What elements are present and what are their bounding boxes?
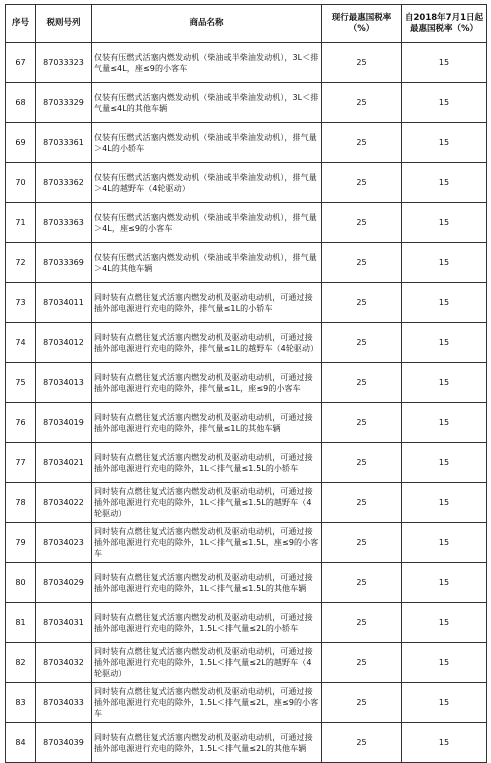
cell-seq: 74 [6,323,36,363]
table-row [6,203,487,243]
cell-code: 87034013 [36,363,92,403]
table-row [6,523,487,563]
cell-current: 25 [322,483,402,523]
cell-name: 同时装有点燃往复式活塞内燃发动机及驱动电动机，可通过接插外部电源进行充电的除外，排气量≤1L，座≤9的小客车 [92,363,322,403]
cell-name: 仅装有压燃式活塞内燃发动机（柴油或半柴油发动机），排气量＞4L，座≤9的小客车 [92,203,322,243]
cell-seq: 67 [6,43,36,83]
cell-current: 25 [322,243,402,283]
cell-current: 25 [322,563,402,603]
cell-code: 87034031 [36,603,92,643]
cell-name: 同时装有点燃往复式活塞内燃发动机及驱动电动机，可通过接插外部电源进行充电的除外，1.5L＜排气量≤2L的越野车（4轮驱动） [92,643,322,683]
table-row [6,643,487,683]
cell-code: 87033323 [36,43,92,83]
cell-name: 同时装有点燃往复式活塞内燃发动机及驱动电动机，可通过接插外部电源进行充电的除外，1.5L＜排气量≤2L的小轿车 [92,603,322,643]
table-row [6,43,487,83]
cell-code: 87033362 [36,163,92,203]
cell-seq: 79 [6,523,36,563]
table-row [6,163,487,203]
cell-new: 15 [402,283,487,323]
cell-seq: 76 [6,403,36,443]
table-row [6,243,487,283]
cell-current: 25 [322,683,402,723]
table-row [6,723,487,763]
cell-seq: 70 [6,163,36,203]
cell-code: 87034033 [36,683,92,723]
header-name: 商品名称 [92,5,322,43]
cell-current: 25 [322,443,402,483]
table-row [6,323,487,363]
table-row [6,563,487,603]
cell-new: 15 [402,443,487,483]
cell-seq: 81 [6,603,36,643]
cell-code: 87033369 [36,243,92,283]
cell-seq: 71 [6,203,36,243]
cell-name: 仅装有压燃式活塞内燃发动机（柴油或半柴油发动机），排气量＞4L的小轿车 [92,123,322,163]
cell-new: 15 [402,203,487,243]
cell-name: 同时装有点燃往复式活塞内燃发动机及驱动电动机，可通过接插外部电源进行充电的除外，1L＜排气量≤1.5L的越野车（4轮驱动） [92,483,322,523]
cell-new: 15 [402,603,487,643]
header-new-rate: 自2018年7月1日起最惠国税率（%） [402,5,487,43]
cell-seq: 73 [6,283,36,323]
cell-new: 15 [402,563,487,603]
table-row [6,123,487,163]
cell-code: 87034023 [36,523,92,563]
cell-seq: 83 [6,683,36,723]
cell-code: 87034021 [36,443,92,483]
table-body [6,43,487,763]
cell-name: 仅装有压燃式活塞内燃发动机（柴油或半柴油发动机），排气量＞4L的其他车辆 [92,243,322,283]
cell-new: 15 [402,83,487,123]
cell-code: 87034039 [36,723,92,763]
cell-name: 同时装有点燃往复式活塞内燃发动机及驱动电动机，可通过接插外部电源进行充电的除外，1.5L＜排气量≤2L的其他车辆 [92,723,322,763]
cell-code: 87034022 [36,483,92,523]
header-code: 税则号列 [36,5,92,43]
tariff-table-page [5,4,486,763]
cell-new: 15 [402,123,487,163]
cell-new: 15 [402,43,487,83]
cell-code: 87033361 [36,123,92,163]
cell-current: 25 [322,323,402,363]
cell-new: 15 [402,723,487,763]
cell-current: 25 [322,163,402,203]
cell-current: 25 [322,643,402,683]
cell-code: 87034012 [36,323,92,363]
cell-name: 同时装有点燃往复式活塞内燃发动机及驱动电动机，可通过接插外部电源进行充电的除外，1.5L＜排气量≤2L，座≤9的小客车 [92,683,322,723]
cell-code: 87034011 [36,283,92,323]
cell-seq: 80 [6,563,36,603]
cell-current: 25 [322,43,402,83]
cell-code: 87033329 [36,83,92,123]
cell-seq: 68 [6,83,36,123]
cell-code: 87034019 [36,403,92,443]
cell-current: 25 [322,83,402,123]
cell-seq: 78 [6,483,36,523]
table-row [6,283,487,323]
cell-seq: 69 [6,123,36,163]
cell-new: 15 [402,363,487,403]
cell-name: 同时装有点燃往复式活塞内燃发动机及驱动电动机，可通过接插外部电源进行充电的除外，排气量≤1L的越野车（4轮驱动） [92,323,322,363]
table-row [6,603,487,643]
header-seq: 序号 [6,5,36,43]
cell-new: 15 [402,243,487,283]
cell-seq: 84 [6,723,36,763]
cell-name: 同时装有点燃往复式活塞内燃发动机及驱动电动机，可通过接插外部电源进行充电的除外，排气量≤1L的小轿车 [92,283,322,323]
cell-current: 25 [322,123,402,163]
cell-current: 25 [322,203,402,243]
table-row [6,363,487,403]
cell-name: 同时装有点燃往复式活塞内燃发动机及驱动电动机，可通过接插外部电源进行充电的除外，1L＜排气量≤1.5L，座≤9的小客车 [92,523,322,563]
cell-current: 25 [322,723,402,763]
cell-new: 15 [402,683,487,723]
cell-code: 87033363 [36,203,92,243]
cell-seq: 75 [6,363,36,403]
cell-code: 87034029 [36,563,92,603]
table-row [6,683,487,723]
cell-current: 25 [322,403,402,443]
cell-name: 同时装有点燃往复式活塞内燃发动机及驱动电动机，可通过接插外部电源进行充电的除外，1L＜排气量≤1.5L的其他车辆 [92,563,322,603]
cell-new: 15 [402,323,487,363]
cell-new: 15 [402,643,487,683]
table-row [6,403,487,443]
header-row [6,5,487,43]
cell-current: 25 [322,523,402,563]
cell-current: 25 [322,363,402,403]
cell-seq: 77 [6,443,36,483]
cell-seq: 82 [6,643,36,683]
cell-name: 同时装有点燃往复式活塞内燃发动机及驱动电动机，可通过接插外部电源进行充电的除外，排气量≤1L的其他车辆 [92,403,322,443]
table-row [6,483,487,523]
cell-name: 仅装有压燃式活塞内燃发动机（柴油或半柴油发动机），3L＜排气量≤4L，座≤9的小客车 [92,43,322,83]
cell-name: 仅装有压燃式活塞内燃发动机（柴油或半柴油发动机），3L＜排气量≤4L的其他车辆 [92,83,322,123]
cell-new: 15 [402,163,487,203]
cell-seq: 72 [6,243,36,283]
cell-new: 15 [402,523,487,563]
table-row [6,443,487,483]
cell-code: 87034032 [36,643,92,683]
table-row [6,83,487,123]
cell-new: 15 [402,483,487,523]
cell-current: 25 [322,603,402,643]
tariff-table [5,4,487,763]
cell-name: 仅装有压燃式活塞内燃发动机（柴油或半柴油发动机），排气量＞4L的越野车（4轮驱动） [92,163,322,203]
header-current-rate: 现行最惠国税率（%） [322,5,402,43]
cell-new: 15 [402,403,487,443]
cell-name: 同时装有点燃往复式活塞内燃发动机及驱动电动机，可通过接插外部电源进行充电的除外，1L＜排气量≤1.5L的小轿车 [92,443,322,483]
cell-current: 25 [322,283,402,323]
